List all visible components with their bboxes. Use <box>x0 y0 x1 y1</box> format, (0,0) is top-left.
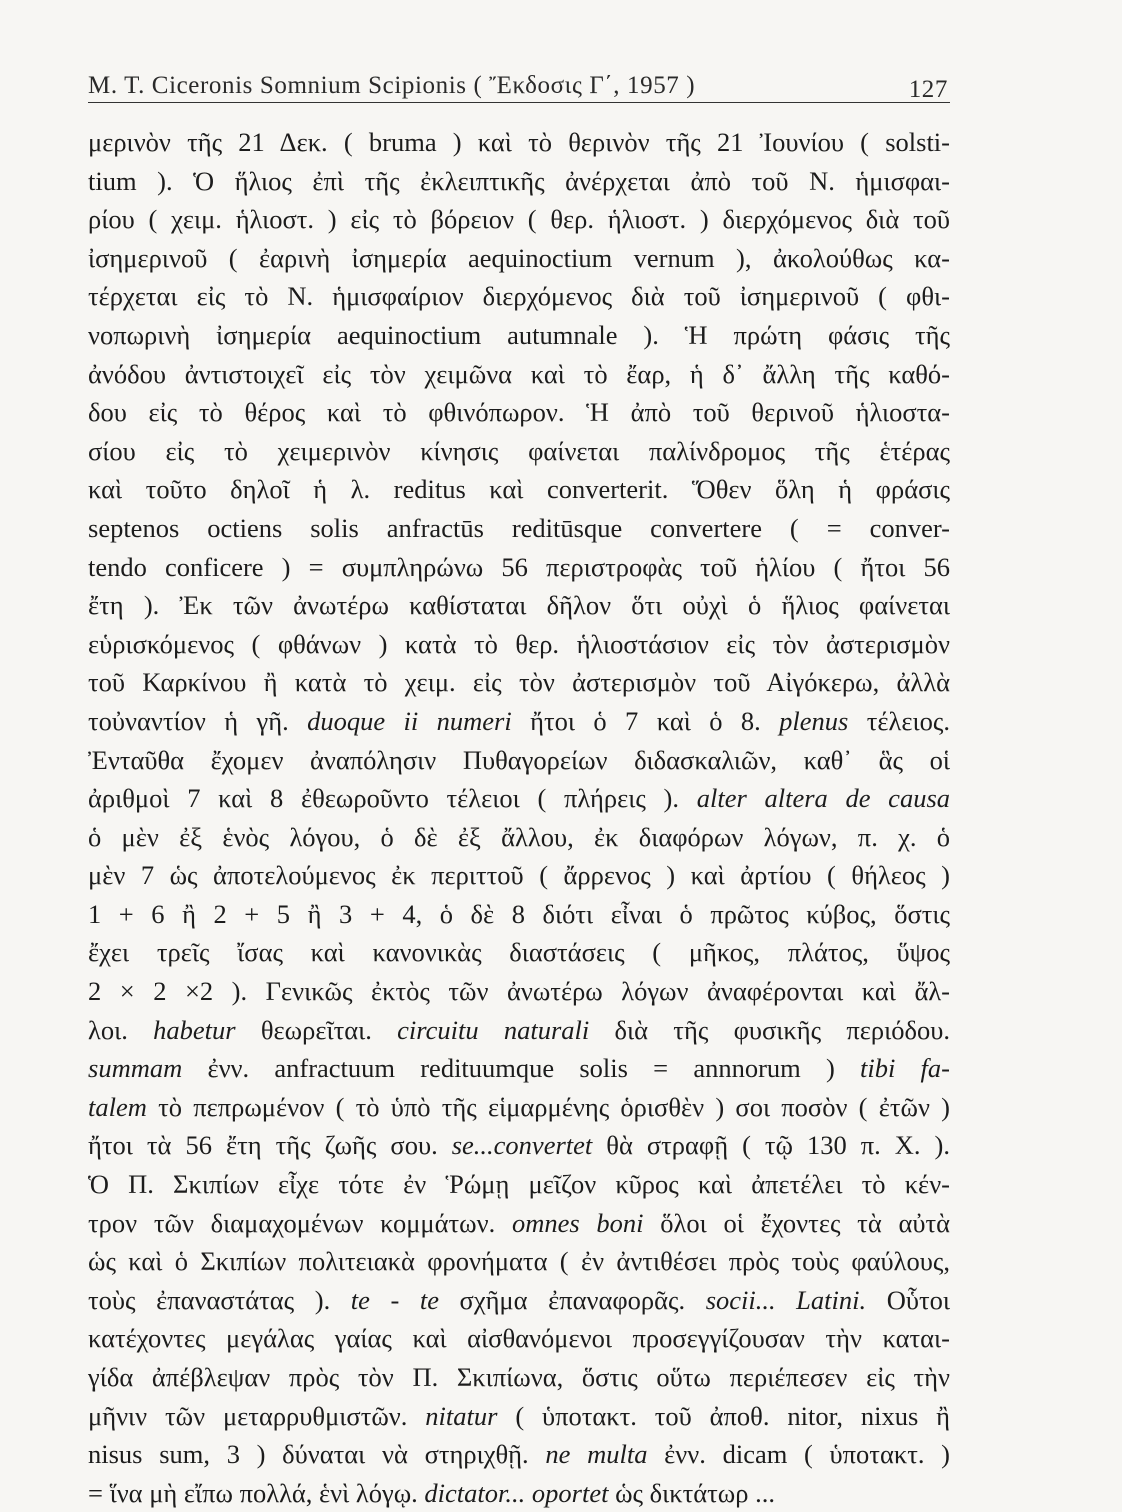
latin-lemma: ne multa <box>545 1439 648 1470</box>
text-run: λοι. <box>88 1014 154 1045</box>
text-line <box>88 470 950 509</box>
text-run: διὰ τῆς φυσικῆς περιόδου. <box>589 1014 950 1045</box>
text-run: ἀνόδου ἀντιστοιχεῖ εἰς τὸν χειμῶνα καὶ τὸ ἔαρ, ἡ δ᾽ ἄλλη τῆς καθό- <box>88 358 950 389</box>
text-run: σίου εἰς τὸ χειμερινὸν κίνησις φαίνεται παλίνδρομος τῆς ἑτέρας <box>88 435 950 466</box>
latin-lemma: duoque ii numeri <box>307 705 512 736</box>
text-run: θεωρεῖται. <box>235 1014 398 1045</box>
latin-lemma: plenus <box>779 705 849 736</box>
text-run: 1 + 6 ἢ 2 + 5 ἢ 3 + 4, ὁ δὲ 8 διότι εἶναι ὁ πρῶτος κύβος, ὅστις <box>88 898 950 929</box>
text-run: 2 × 2 ×2 ). Γενικῶς ἐκτὸς τῶν ἀνωτέρω λόγων ἀναφέρονται καὶ ἄλ- <box>88 976 950 1007</box>
text-line <box>88 200 950 239</box>
text-line <box>88 316 950 355</box>
text-line <box>88 586 950 625</box>
text-run: ἤτοι ὁ 7 καὶ ὁ 8. <box>511 705 780 736</box>
text-line <box>88 355 950 394</box>
text-run: septenos octiens solis anfractūs reditūsque convertere ( = conver- <box>88 512 950 543</box>
latin-lemma: alter altera de causa <box>696 783 951 814</box>
text-run: ὅλοι οἱ ἔχοντες τὰ αὐτὰ <box>643 1207 950 1238</box>
text-line <box>88 277 950 316</box>
text-run: τέρχεται εἰς τὸ Ν. ἡμισφαίριον διερχόμενος διὰ τοῦ ἰσημερινοῦ ( φθι- <box>88 281 950 312</box>
text-run: ( ὑποτακτ. τοῦ ἀποθ. nitor, nixus ἢ <box>497 1400 950 1431</box>
text-run: tium ). Ὁ ἥλιος ἐπὶ τῆς ἐκλειπτικῆς ἀνέρχεται ἀπὸ τοῦ Ν. ἡμισφαι- <box>88 165 950 196</box>
text-run: ρίου ( χειμ. ἡλιοστ. ) εἰς τὸ βόρειον ( θερ. ἡλιοστ. ) διερχόμενος διὰ τοῦ <box>88 204 950 235</box>
text-line <box>88 509 950 548</box>
latin-lemma: summam <box>88 1053 183 1084</box>
text-run: μερινὸν τῆς 21 Δεκ. ( bruma ) καὶ τὸ θερινὸν τῆς 21 Ἰουνίου ( solsti- <box>88 127 950 157</box>
text-run: Οὗτοι <box>866 1284 950 1315</box>
page <box>88 62 951 1508</box>
text-line <box>88 1435 950 1474</box>
page-number: 127 <box>908 76 948 103</box>
text-run: τοὺς ἐπαναστάτας ). <box>88 1284 351 1315</box>
text-run: tendo conficere ) = συμπληρώνω 56 περιστροφὰς τοῦ ἡλίου ( ἤτοι 56 <box>88 551 950 582</box>
text-line <box>88 856 950 895</box>
text-line <box>88 1358 950 1397</box>
text-line <box>88 1474 950 1512</box>
text-run: μὲν 7 ὡς ἀποτελούμενος ἐκ περιττοῦ ( ἄρρενος ) καὶ ἀρτίου ( θήλεος ) <box>88 860 950 891</box>
text-run: τοῦ Καρκίνου ἢ κατὰ τὸ χειμ. εἰς τὸν ἀστερισμὸν τοῦ Αἰγόκερω, ἀλλὰ <box>88 667 950 698</box>
text-run: μῆνιν τῶν μεταρρυθμιστῶν. <box>88 1400 426 1431</box>
text-line <box>88 702 950 741</box>
text-line <box>88 1319 950 1358</box>
text-line <box>88 239 950 278</box>
text-run: ἀριθμοὶ 7 καὶ 8 ἐθεωροῦντο τέλειοι ( πλήρεις ). <box>88 783 697 814</box>
text-line <box>88 1397 950 1436</box>
latin-lemma: se...convertet <box>451 1130 593 1161</box>
text-run: γίδα ἀπέβλεψαν πρὸς τὸν Π. Σκιπίωνα, ὅστις οὕτω περιέπεσεν εἰς τὴν <box>88 1362 950 1392</box>
text-run: ἔτη ). Ἐκ τῶν ἀνωτέρω καθίσταται δῆλον ὅτι οὐχὶ ὁ ἥλιος φαίνεται <box>88 590 950 621</box>
text-line <box>88 741 950 780</box>
text-line <box>88 1011 950 1050</box>
latin-lemma: omnes boni <box>511 1207 644 1238</box>
latin-lemma: socii... Latini. <box>705 1284 867 1315</box>
text-line <box>88 1242 950 1281</box>
text-line <box>88 1165 950 1204</box>
text-run: εὑρισκόμενος ( φθάνων ) κατὰ τὸ θερ. ἡλιοστάσιον εἰς τὸν ἀστερισμὸν <box>88 628 950 659</box>
text-line <box>88 663 950 702</box>
running-head <box>88 62 950 103</box>
latin-lemma: dictator... oportet <box>424 1477 609 1508</box>
text-run: ἐνν. anfractuum redituumque solis = annnorum ) <box>182 1053 861 1084</box>
text-run: ἐνν. dicam ( ὑποτακτ. ) <box>647 1439 950 1470</box>
latin-lemma: nitatur <box>425 1400 498 1431</box>
text-run: τὸ πεπρωμένον ( τὸ ὑπὸ τῆς εἱμαρμένης ὁρισθὲν ) σοι ποσὸν ( ἐτῶν ) <box>146 1091 950 1122</box>
text-run: κατέχοντες μεγάλας γαίας καὶ αἰσθανόμενοι προσεγγίζουσαν τὴν καται- <box>88 1323 950 1354</box>
text-run: καὶ τοῦτο δηλοῖ ἡ λ. reditus καὶ converterit. Ὅθεν ὅλη ἡ φράσις <box>88 474 950 505</box>
text-run: τοὐναντίον ἡ γῆ. <box>88 705 308 736</box>
text-line <box>88 393 950 432</box>
latin-lemma: talem <box>88 1091 147 1122</box>
text-run: nisus sum, 3 ) δύναται νὰ στηριχθῇ. <box>88 1439 546 1470</box>
text-line <box>88 818 950 857</box>
text-line <box>88 895 950 934</box>
text-line <box>88 779 950 818</box>
latin-lemma: circuitu naturali <box>397 1014 590 1045</box>
text-run: ἤτοι τὰ 56 ἔτη τῆς ζωῆς σου. <box>88 1130 452 1161</box>
text-line <box>88 972 950 1011</box>
text-run: ὁ μὲν ἐξ ἑνὸς λόγου, ὁ δὲ ἐξ ἄλλου, ἐκ διαφόρων λόγων, π. χ. ὁ <box>88 821 950 852</box>
text-run: = ἵνα μὴ εἴπω πολλά, ἑνὶ λόγῳ. <box>88 1477 425 1508</box>
text-line <box>88 933 950 972</box>
latin-lemma: habetur <box>153 1014 236 1045</box>
text-run: ἔχει τρεῖς ἴσας καὶ κανονικὰς διαστάσεις ( μῆκος, πλάτος, ὕψος <box>88 937 950 968</box>
text-run: δου εἰς τὸ θέρος καὶ τὸ φθινόπωρον. Ἡ ἀπὸ τοῦ θερινοῦ ἡλιοστα- <box>88 397 950 428</box>
latin-lemma: tibi fa- <box>860 1053 950 1084</box>
text-line <box>88 1126 950 1165</box>
text-run: ὡς δικτάτωρ ... <box>608 1477 775 1508</box>
text-line <box>88 162 950 201</box>
running-title: M. T. Ciceronis Somnium Scipionis ( Ἔκδοσις Γ΄, 1957 ) <box>88 72 696 99</box>
text-run: τρον τῶν διαμαχομένων κομμάτων. <box>88 1207 512 1238</box>
text-run: ὡς καὶ ὁ Σκιπίων πολιτειακὰ φρονήματα ( ἐν ἀντιθέσει πρὸς τοὺς φαύλους, <box>88 1246 950 1277</box>
text-run: τέλειος. <box>848 705 950 736</box>
text-run: ἰσημερινοῦ ( ἐαρινὴ ἰσημερία aequinoctium vernum ), ἀκολούθως κα- <box>88 242 950 273</box>
text-line <box>88 432 950 471</box>
text-run: σχῆμα ἐπαναφορᾶς. <box>438 1284 706 1315</box>
latin-lemma: te - te <box>350 1284 439 1315</box>
text-run: νοπωρινὴ ἰσημερία aequinoctium autumnale ). Ἡ πρώτη φάσις τῆς <box>88 319 950 350</box>
text-line <box>88 1088 950 1127</box>
text-line <box>88 625 950 664</box>
text-line <box>88 1049 950 1088</box>
text-run: θὰ στραφῇ ( τῷ 130 π. Χ. ). <box>592 1130 950 1161</box>
text-run: Ἐνταῦθα ἔχομεν ἀναπόλησιν Πυθαγορείων διδασκαλιῶν, καθ᾽ ἃς οἱ <box>88 744 950 775</box>
text-line <box>88 1204 950 1243</box>
text-run: Ὁ Π. Σκιπίων εἶχε τότε ἐν Ῥώμῃ μεῖζον κῦρος καὶ ἀπετέλει τὸ κέν- <box>88 1169 950 1200</box>
commentary-body <box>88 123 950 1512</box>
text-line <box>88 548 950 587</box>
text-line <box>88 1281 950 1320</box>
text-line <box>88 123 950 162</box>
